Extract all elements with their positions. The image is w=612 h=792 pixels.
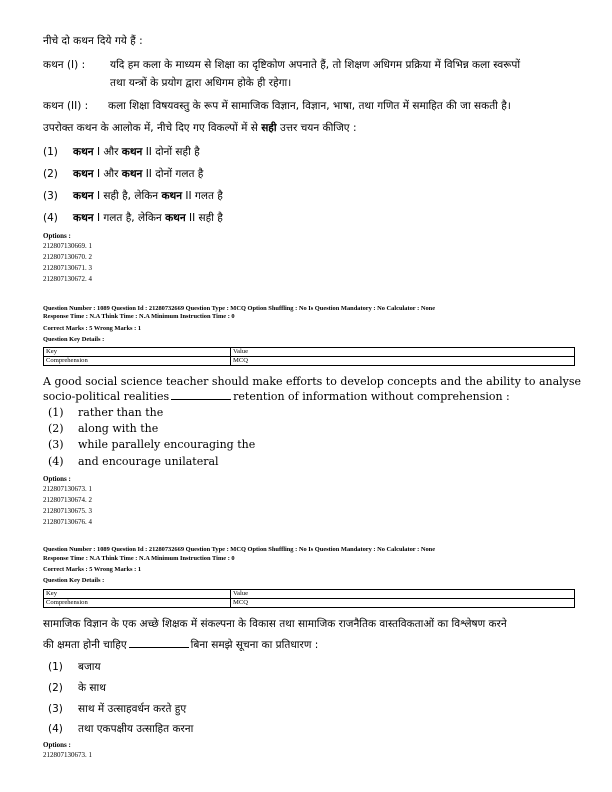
question-meta: Question Number : 1089 Question Id : 21280732669 Question Type : MCQ Option Shuffling : No Is Question Mandatory : No Calculator : None xyxy=(43,546,436,553)
statement-1-label: कथन (I) : xyxy=(43,59,86,71)
question-marks: Correct Marks : 5 Wrong Marks : 1 xyxy=(43,325,142,332)
option-id: 212807130676. 4 xyxy=(43,518,92,526)
list-item: (2) के साथ xyxy=(48,682,106,694)
answer-blank xyxy=(171,390,231,400)
question-text-line2: की क्षमता होनी चाहिए बिना समझे सूचना का प्रतिधारण : xyxy=(43,639,319,651)
table-header-key: Key xyxy=(44,348,231,357)
list-item: (1) बजाय xyxy=(48,661,101,673)
list-item: (4) कथन I गलत है, लेकिन कथन II सही है xyxy=(43,212,223,224)
option-id: 212807130675. 3 xyxy=(43,507,92,515)
option-id: 212807130670. 2 xyxy=(43,253,92,261)
table-row xyxy=(44,357,575,366)
question-text-line1: सामाजिक विज्ञान के एक अच्छे शिक्षक में संकल्पना के विकास तथा सामाजिक राजनैतिक वास्तविकताओं का विश्लेषण करने xyxy=(43,618,507,630)
statement-1-line1: यदि हम कला के माध्यम से शिक्षा का दृष्टिकोण अपनाते हैं, तो शिक्षण अधिगम प्रक्रिया में विभिन्न कला स्वरूपों xyxy=(110,59,521,71)
question-timing: Response Time : N.A Think Time : N.A Minimum Instruction Time : 0 xyxy=(43,313,235,320)
options-heading: Options : xyxy=(43,232,71,240)
instruction-bold: सही xyxy=(261,122,277,134)
question-text-line1: A good social science teacher should make efforts to develop concepts and the ability to analyse xyxy=(43,375,582,388)
table-row xyxy=(44,348,575,357)
instruction-part-a: उपरोक्त कथन के आलोक में, नीचे दिए गए विकल्पों में से xyxy=(43,122,258,134)
statements-intro: नीचे दो कथन दिये गये हैं : xyxy=(43,35,143,47)
question-timing: Response Time : N.A Think Time : N.A Minimum Instruction Time : 0 xyxy=(43,555,235,562)
answer-blank xyxy=(129,638,189,648)
key-value-table xyxy=(43,347,575,366)
question-text-line2: socio-political realities retention of information without comprehension : xyxy=(43,390,510,403)
statement-2-text: कला शिक्षा विषयवस्तु के रूप में सामाजिक विज्ञान, विज्ञान, भाषा, तथा गणित में समाहित की जा सकती है। xyxy=(108,100,511,112)
option-id: 212807130673. 1 xyxy=(43,751,92,759)
option-id: 212807130669. 1 xyxy=(43,242,92,250)
table-header-key: Key xyxy=(44,590,231,599)
question-meta: Question Number : 1089 Question Id : 21280732669 Question Type : MCQ Option Shuffling : No Is Question Mandatory : No Calculator : None xyxy=(43,305,436,312)
list-item: (3) कथन I सही है, लेकिन कथन II गलत है xyxy=(43,190,223,202)
option-id: 212807130673. 1 xyxy=(43,485,92,493)
table-cell-key: Comprehension xyxy=(44,599,231,608)
instruction-line xyxy=(43,121,357,135)
statement-2-label: कथन (II) : xyxy=(43,100,89,112)
table-cell-value: MCQ xyxy=(231,357,575,366)
option-id: 212807130674. 2 xyxy=(43,496,92,504)
list-item: (3) while parallely encouraging the xyxy=(48,438,256,451)
list-item: (4) तथा एकपक्षीय उत्साहित करना xyxy=(48,723,194,735)
question-marks: Correct Marks : 5 Wrong Marks : 1 xyxy=(43,566,142,573)
list-item: (1) rather than the xyxy=(48,406,164,419)
instruction-part-c: उत्तर चयन कीजिए : xyxy=(279,122,357,134)
options-heading: Options : xyxy=(43,475,71,483)
options-heading: Options : xyxy=(43,741,71,749)
table-cell-value: MCQ xyxy=(231,599,575,608)
list-item: (2) कथन I और कथन II दोनों गलत है xyxy=(43,168,204,180)
table-row xyxy=(44,599,575,608)
statement-1-line2: तथा यन्त्रों के प्रयोग द्वारा अधिगम होके ही रहेगा। xyxy=(110,77,292,89)
table-header-value: Value xyxy=(231,590,575,599)
question-key-details: Question Key Details : xyxy=(43,336,105,343)
table-row xyxy=(44,590,575,599)
list-item: (1) कथन I और कथन II दोनों सही है xyxy=(43,146,200,158)
list-item: (4) and encourage unilateral xyxy=(48,455,219,468)
option-id: 212807130671. 3 xyxy=(43,264,92,272)
list-item: (2) along with the xyxy=(48,422,159,435)
question-key-details: Question Key Details : xyxy=(43,577,105,584)
key-value-table xyxy=(43,589,575,608)
table-header-value: Value xyxy=(231,348,575,357)
list-item: (3) साथ में उत्साहवर्धन करते हुए xyxy=(48,703,187,715)
table-cell-key: Comprehension xyxy=(44,357,231,366)
option-id: 212807130672. 4 xyxy=(43,275,92,283)
